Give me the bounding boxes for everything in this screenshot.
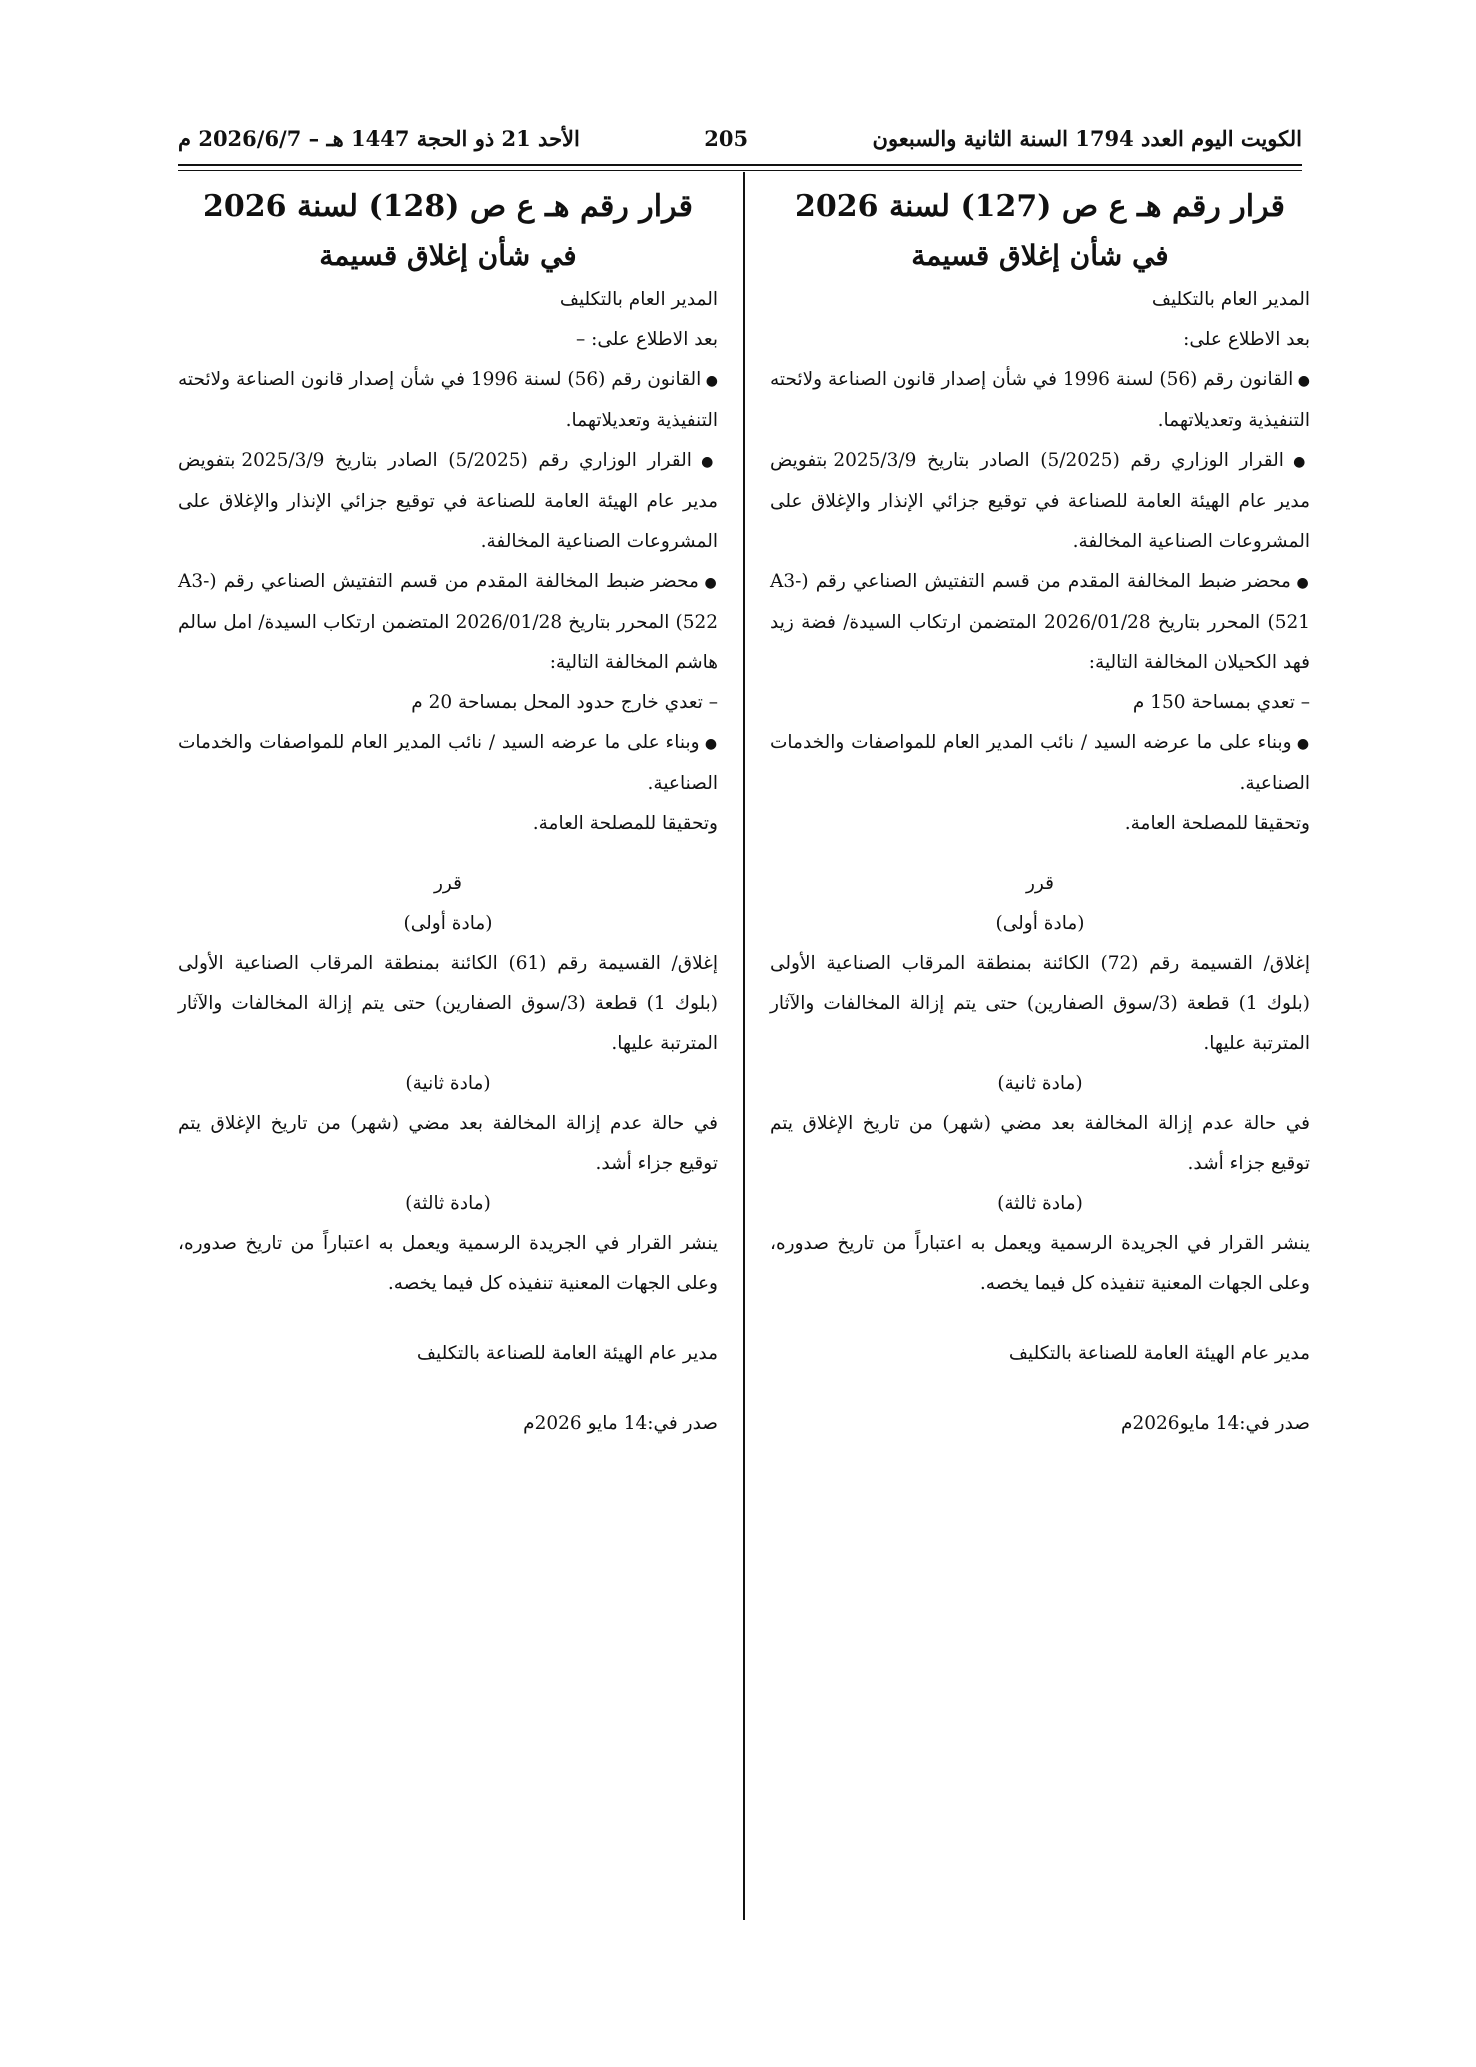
decision-127: [770, 182, 1310, 1444]
signatory: مدير عام الهيئة العامة للصناعة بالتكليف: [1008, 1343, 1310, 1364]
article-2-text: في حالة عدم إزالة المخالفة بعد مضي (شهر) من تاريخ الإغلاق يتم توقيع جزاء أشد.: [178, 1113, 718, 1174]
review-intro: بعد الاطلاع على: –: [576, 329, 718, 350]
article-2-text: في حالة عدم إزالة المخالفة بعد مضي (شهر) من تاريخ الإغلاق يتم توقيع جزاء أشد.: [770, 1113, 1310, 1174]
review-item-violation-report: ● محضر ضبط المخالفة المقدم من قسم التفتيش الصناعي رقم (A3-522) المحرر بتاريخ 2026/01/28 المتضمن ارتكاب السيدة/ امل سالم هاشم المخالفة التالية:: [178, 562, 718, 683]
violation: – تعدي بمساحة 150 م: [1132, 692, 1310, 713]
issue-date-line: صدر في:14 مايو 2026م: [523, 1413, 718, 1434]
review-item-law: ● القانون رقم (56) لسنة 1996 في شأن إصدار قانون الصناعة ولائحته التنفيذية وتعديلاتهما.: [770, 360, 1310, 441]
article-1-text: إغلاق/ القسيمة رقم (72) الكائنة بمنطقة المرقاب الصناعية الأولى (بلوك 1) قطعة (3/سوق الصفارين) حتى يتم إزالة المخالفات والآثار المترتبة عليها.: [770, 953, 1310, 1054]
violation: – تعدي خارج حدود المحل بمساحة 20 م: [411, 692, 718, 713]
article-3-text: ينشر القرار في الجريدة الرسمية ويعمل به اعتباراً من تاريخ صدوره، وعلى الجهات المعنية تنفيذه كل فيما يخصه.: [178, 1233, 718, 1294]
decided-heading: قرر: [1026, 873, 1054, 894]
proposal: ● وبناء على ما عرضه السيد / نائب المدير العام للمواصفات والخدمات الصناعية.: [178, 723, 718, 804]
review-intro: بعد الاطلاع على:: [1183, 329, 1310, 350]
article-3-heading: (مادة ثالثة): [405, 1193, 491, 1214]
proposal: ● وبناء على ما عرضه السيد / نائب المدير العام للمواصفات والخدمات الصناعية.: [770, 723, 1310, 804]
decided-heading: قرر: [434, 873, 462, 894]
decision-title: قرار رقم هـ ع ص (127) لسنة 2026: [795, 189, 1285, 224]
public-interest: وتحقيقا للمصلحة العامة.: [1124, 813, 1310, 834]
article-1-heading: (مادة أولى): [403, 913, 493, 934]
issue-date-line: صدر في:14 مايو2026م: [1121, 1413, 1310, 1434]
page-number: 205: [704, 125, 749, 151]
review-item-ministerial-decree: ● القرار الوزاري رقم (5/2025) الصادر بتاريخ 2025/3/9 بتفويض مدير عام الهيئة العامة للصناعة في توقيع جزائي الإنذار والإغلاق على المشروعات الصناعية المخالفة.: [178, 441, 718, 562]
decision-subtitle: في شأن إغلاق قسيمة: [319, 239, 577, 272]
official-title: المدير العام بالتكليف: [1151, 289, 1310, 310]
article-2-heading: (مادة ثانية): [405, 1073, 491, 1094]
publication-info: الكويت اليوم العدد 1794 السنة الثانية والسبعون: [872, 125, 1302, 151]
header-rule-thin: [178, 170, 1302, 171]
issue-date: الأحد 21 ذو الحجة 1447 هـ – 2026/6/7 م: [178, 125, 580, 151]
page-header: [178, 118, 1302, 158]
article-1-text: إغلاق/ القسيمة رقم (61) الكائنة بمنطقة المرقاب الصناعية الأولى (بلوك 1) قطعة (3/سوق الصفارين) حتى يتم إزالة المخالفات والآثار المترتبة عليها.: [178, 953, 718, 1054]
article-3-text: ينشر القرار في الجريدة الرسمية ويعمل به اعتباراً من تاريخ صدوره، وعلى الجهات المعنية تنفيذه كل فيما يخصه.: [770, 1233, 1310, 1294]
article-1-heading: (مادة أولى): [995, 913, 1085, 934]
header-rule: [178, 164, 1302, 166]
public-interest: وتحقيقا للمصلحة العامة.: [532, 813, 718, 834]
official-title: المدير العام بالتكليف: [559, 289, 718, 310]
column-divider: [743, 172, 745, 1920]
decision-subtitle: في شأن إغلاق قسيمة: [911, 239, 1169, 272]
decision-128: [178, 182, 718, 1444]
decision-title: قرار رقم هـ ع ص (128) لسنة 2026: [203, 189, 693, 224]
article-2-heading: (مادة ثانية): [997, 1073, 1083, 1094]
review-item-violation-report: ● محضر ضبط المخالفة المقدم من قسم التفتيش الصناعي رقم (A3-521) المحرر بتاريخ 2026/01/28 المتضمن ارتكاب السيدة/ فضة زيد فهد الكحيلان المخالفة التالية:: [770, 562, 1310, 683]
review-item-law: ● القانون رقم (56) لسنة 1996 في شأن إصدار قانون الصناعة ولائحته التنفيذية وتعديلاتهما.: [178, 360, 718, 441]
signatory: مدير عام الهيئة العامة للصناعة بالتكليف: [416, 1343, 718, 1364]
article-3-heading: (مادة ثالثة): [997, 1193, 1083, 1214]
review-item-ministerial-decree: ● القرار الوزاري رقم (5/2025) الصادر بتاريخ 2025/3/9 بتفويض مدير عام الهيئة العامة للصناعة في توقيع جزائي الإنذار والإغلاق على المشروعات الصناعية المخالفة.: [770, 441, 1310, 562]
